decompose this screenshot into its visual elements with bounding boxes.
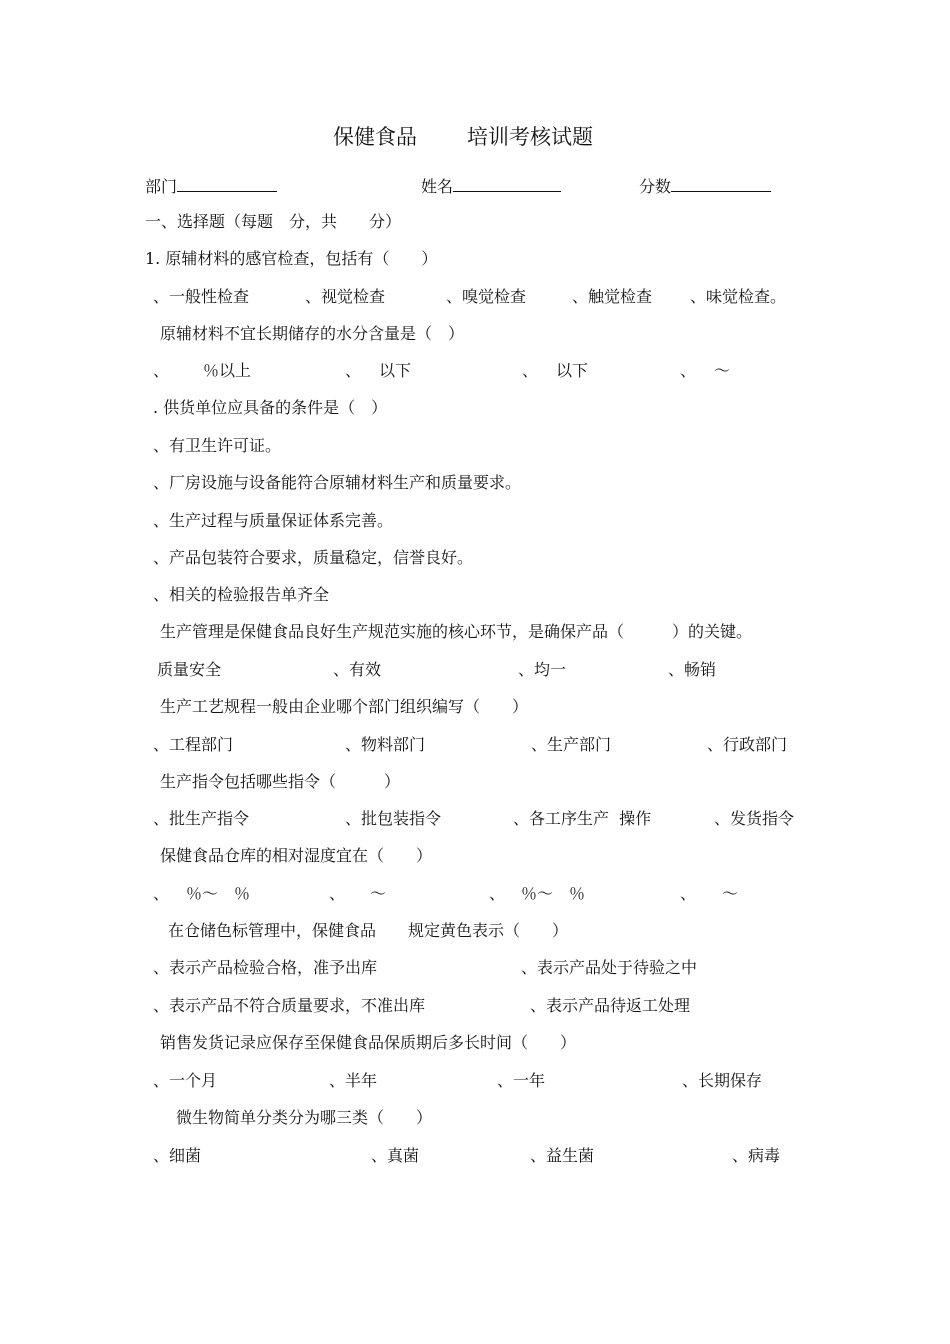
option-marker[interactable]: 、 bbox=[329, 884, 346, 903]
option[interactable]: 、发货指令 bbox=[714, 809, 795, 828]
dept-label: 部门 bbox=[145, 177, 178, 196]
option[interactable]: 、工程部门 bbox=[153, 735, 234, 754]
option[interactable]: 、产品包装符合要求，质量稳定，信誉良好。 bbox=[153, 548, 474, 567]
option[interactable]: 、批包装指令 bbox=[345, 809, 442, 828]
option[interactable]: 、一个月 bbox=[153, 1071, 218, 1090]
option[interactable]: 、表示产品处于待验之中 bbox=[521, 958, 698, 977]
question-stem: 保健食品仓库的相对湿度宜在（ ） bbox=[160, 846, 433, 865]
question-stem: 1. 原辅材料的感官检查，包括有（ ） bbox=[145, 249, 438, 268]
option[interactable]: 、病毒 bbox=[732, 1146, 781, 1165]
option[interactable]: 、触觉检查 bbox=[572, 287, 653, 306]
score-field[interactable] bbox=[639, 175, 771, 197]
dept-field[interactable] bbox=[145, 175, 277, 197]
option[interactable]: 、表示产品待返工处理 bbox=[530, 996, 691, 1015]
option[interactable]: 、有卫生许可证。 bbox=[153, 436, 282, 455]
option[interactable]: 质量安全 bbox=[157, 660, 222, 679]
option[interactable]: 、一般性检查 bbox=[153, 287, 250, 306]
option[interactable]: ～ bbox=[714, 361, 731, 380]
question-stem: 微生物简单分类分为哪三类（ ） bbox=[176, 1108, 433, 1127]
option[interactable]: 以下 bbox=[379, 361, 412, 380]
title-right: 培训考核试题 bbox=[467, 125, 593, 149]
section-heading: 一、选择题（每题 分，共 分） bbox=[145, 212, 402, 231]
option-marker[interactable]: 、 bbox=[345, 361, 362, 380]
option-marker[interactable]: 、 bbox=[153, 884, 170, 903]
option[interactable]: 、厂房设施与设备能符合原辅材料生产和质量要求。 bbox=[153, 473, 522, 492]
option[interactable]: ％～ ％ bbox=[521, 884, 586, 903]
option-marker[interactable]: 、 bbox=[680, 361, 697, 380]
option[interactable]: 、表示产品检验合格，准予出库 bbox=[153, 958, 378, 977]
name-blank[interactable] bbox=[453, 175, 561, 192]
option-marker[interactable]: 、 bbox=[153, 361, 170, 380]
option[interactable]: 、味觉检查。 bbox=[690, 287, 787, 306]
option[interactable]: 、行政部门 bbox=[707, 735, 788, 754]
question-stem: 原辅材料不宜长期储存的水分含量是（ ） bbox=[160, 324, 465, 343]
dept-blank[interactable] bbox=[177, 175, 277, 192]
question-stem: 生产指令包括哪些指令（ ） bbox=[160, 772, 401, 791]
score-blank[interactable] bbox=[671, 175, 771, 192]
option[interactable]: 、半年 bbox=[329, 1071, 378, 1090]
option[interactable]: 、生产部门 bbox=[531, 735, 612, 754]
name-field[interactable] bbox=[421, 175, 561, 197]
option[interactable]: 、益生菌 bbox=[530, 1146, 595, 1165]
option[interactable]: 、生产过程与质量保证体系完善。 bbox=[153, 511, 394, 530]
option[interactable]: 、有效 bbox=[333, 660, 382, 679]
option[interactable]: 、物料部门 bbox=[345, 735, 426, 754]
option[interactable]: 以下 bbox=[556, 361, 589, 380]
name-label: 姓名 bbox=[421, 177, 454, 196]
option[interactable]: 、细菌 bbox=[153, 1146, 202, 1165]
option[interactable]: 、一年 bbox=[497, 1071, 546, 1090]
title-left: 保健食品 bbox=[333, 125, 417, 149]
option[interactable]: 、视觉检查 bbox=[305, 287, 386, 306]
question-stem: 生产工艺规程一般由企业哪个部门组织编写（ ） bbox=[160, 697, 529, 716]
option[interactable]: 、嗅觉检查 bbox=[446, 287, 527, 306]
score-label: 分数 bbox=[639, 177, 672, 196]
option[interactable]: 、各工序生产 操作 bbox=[513, 809, 652, 828]
question-stem: 生产管理是保健食品良好生产规范实施的核心环节，是确保产品（ ）的关键。 bbox=[160, 622, 753, 641]
option[interactable]: 、表示产品不符合质量要求，不准出库 bbox=[153, 996, 426, 1015]
option[interactable]: 、长期保存 bbox=[682, 1071, 763, 1090]
option[interactable]: 、批生产指令 bbox=[153, 809, 250, 828]
option-marker[interactable]: 、 bbox=[489, 884, 506, 903]
option[interactable]: ％～ ％ bbox=[186, 884, 251, 903]
option[interactable]: 、相关的检验报告单齐全 bbox=[153, 585, 330, 604]
question-stem: 在仓储色标管理中，保健食品 规定黄色表示（ ） bbox=[168, 921, 569, 940]
option[interactable]: 、真菌 bbox=[371, 1146, 420, 1165]
option[interactable]: 、均一 bbox=[518, 660, 567, 679]
option[interactable]: 、畅销 bbox=[668, 660, 717, 679]
option-marker[interactable]: 、 bbox=[522, 361, 539, 380]
option[interactable]: ～ bbox=[370, 884, 387, 903]
option[interactable]: ～ bbox=[722, 884, 739, 903]
option[interactable]: ％以上 bbox=[203, 361, 252, 380]
question-stem: . 供货单位应具备的条件是（ ） bbox=[153, 398, 388, 417]
question-stem: 销售发货记录应保存至保健食品保质期后多长时间（ ） bbox=[160, 1033, 577, 1052]
option-marker[interactable]: 、 bbox=[680, 884, 697, 903]
